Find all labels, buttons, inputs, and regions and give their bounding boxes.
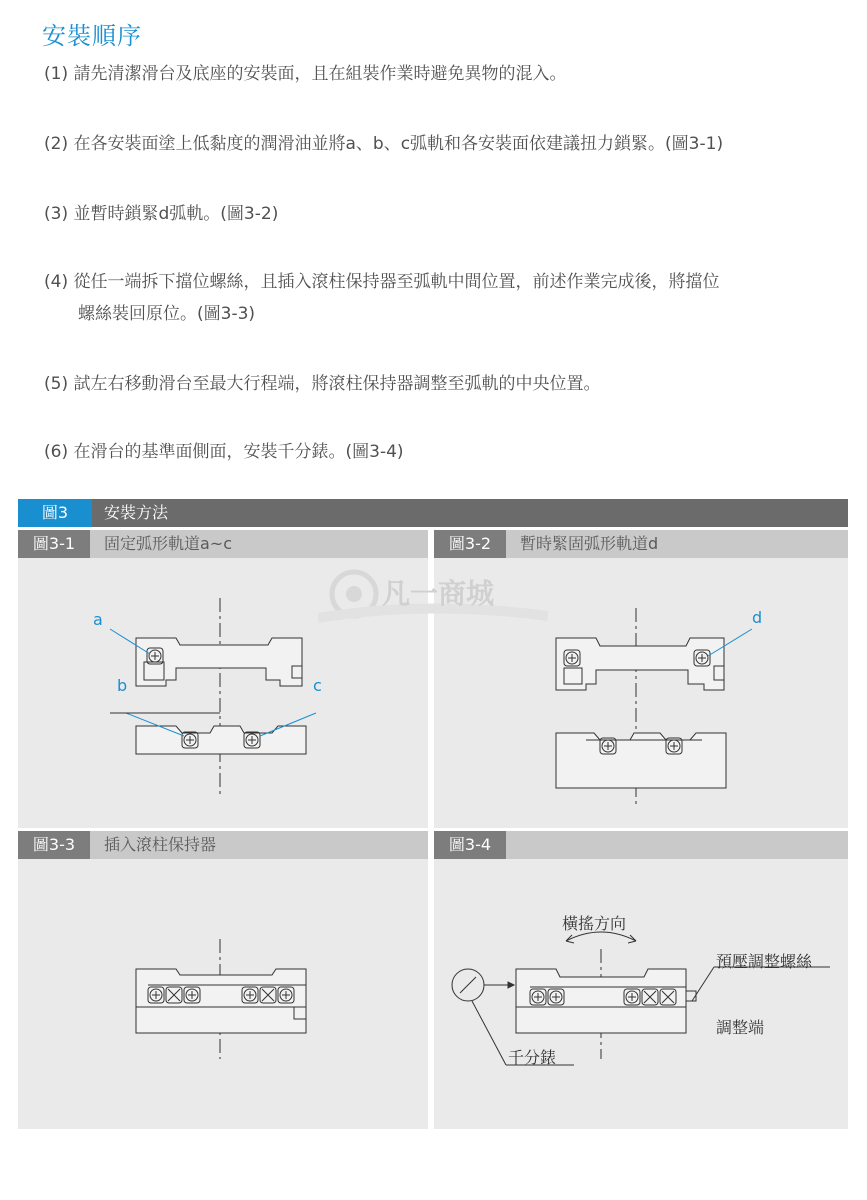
step-3 (44, 198, 278, 230)
label-rolling-direction: 橫搖方向 (562, 914, 627, 933)
page-title: 安裝順序 (42, 22, 142, 50)
panel-3-4 (434, 831, 848, 1129)
step-text: 試左右移動滑台至最大行程端，將滾柱保持器調整至弧軌的中央位置。 (73, 374, 601, 394)
step-4 (44, 266, 720, 330)
step-6 (44, 436, 404, 468)
panel-header (434, 530, 848, 558)
step-text: 並暫時鎖緊d弧軌。(圖3-2) (73, 204, 279, 224)
step-1 (44, 58, 567, 90)
step-number: (3) (44, 204, 69, 224)
panel-name: 固定弧形軌道a~c (104, 534, 233, 553)
step-number: (5) (44, 374, 69, 394)
diagram-insert-roller-cage (18, 859, 428, 1129)
step-text: 從任一端拆下擋位螺絲，且插入滾柱保持器至弧軌中間位置，前述作業完成後，將擋位 (73, 272, 720, 292)
step-text: 請先清潔滑台及底座的安裝面，且在組裝作業時避免異物的混入。 (73, 64, 567, 84)
label-adjust-end: 調整端 (716, 1018, 765, 1037)
watermark (318, 560, 548, 630)
step-number: (4) (44, 272, 69, 292)
step-2 (44, 128, 723, 160)
panel-tag: 圖3-4 (434, 831, 506, 859)
panel-name: 插入滾柱保持器 (104, 835, 217, 854)
panel-3-3 (18, 831, 428, 1129)
figure-name: 安裝方法 (104, 503, 169, 522)
panel-header (18, 831, 428, 859)
label-b: b (117, 676, 128, 695)
panel-header (18, 530, 428, 558)
panel-tag: 圖3-2 (434, 530, 506, 558)
step-number: (1) (44, 64, 69, 84)
panel-tag: 圖3-1 (18, 530, 90, 558)
step-5 (44, 368, 601, 400)
step-text-continued: 螺絲裝回原位。(圖3-3) (78, 304, 256, 324)
label-preload-screw: 預壓調整螺絲 (716, 952, 813, 971)
diagram-dial-gauge (434, 859, 848, 1129)
panel-tag: 圖3-3 (18, 831, 90, 859)
panel-header (434, 831, 848, 859)
label-d: d (752, 608, 763, 627)
figure-tag: 圖3 (18, 499, 92, 527)
label-c: c (313, 676, 322, 695)
label-a: a (93, 610, 103, 629)
step-text: 在各安裝面塗上低黏度的潤滑油並將a、b、c弧軌和各安裝面依建議扭力鎖緊。(圖3-1) (73, 134, 724, 154)
label-dial-gauge: 千分錶 (508, 1048, 557, 1067)
watermark-text: 凡一商城 (382, 577, 495, 610)
step-number: (2) (44, 134, 69, 154)
step-number: (6) (44, 442, 69, 462)
panel-name: 暫時緊固弧形軌道d (520, 534, 659, 553)
step-text: 在滑台的基準面側面，安裝千分錶。(圖3-4) (73, 442, 404, 462)
figure-header (18, 499, 848, 527)
